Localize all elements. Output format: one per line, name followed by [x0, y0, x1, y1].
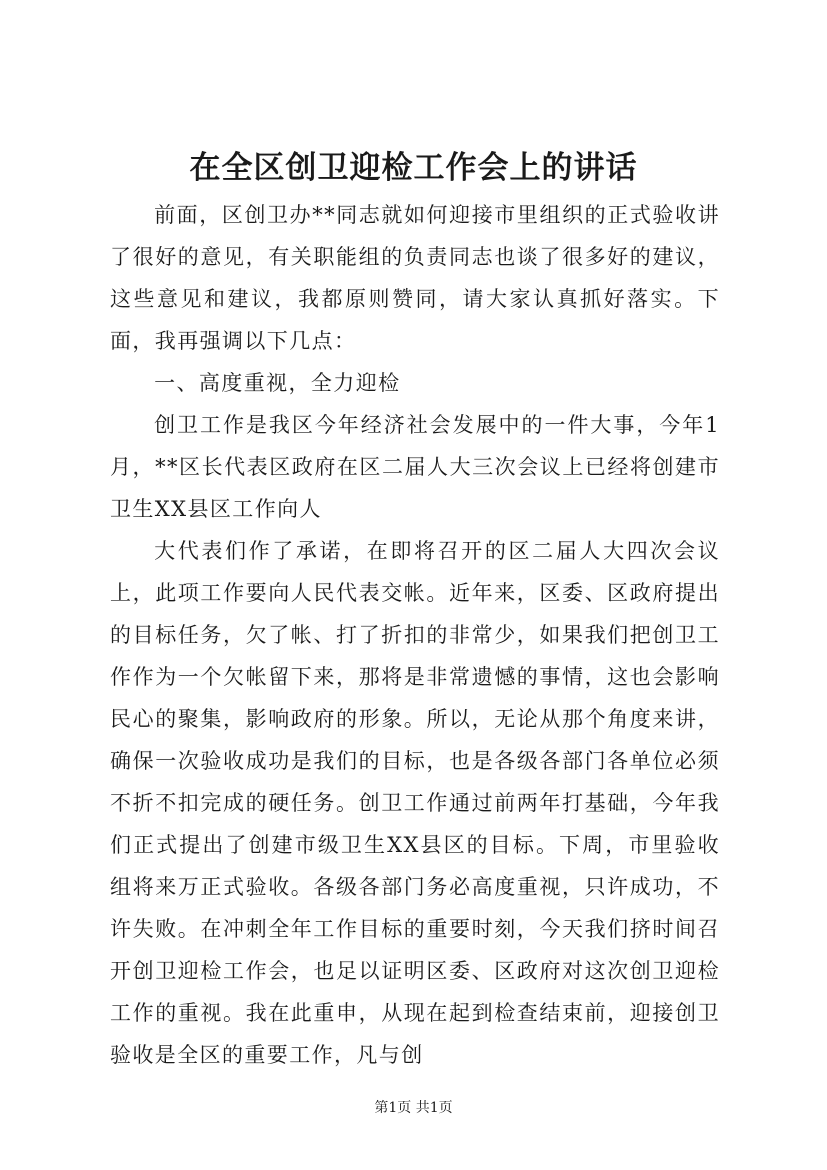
- paragraph-main: 大代表们作了承诺，在即将召开的区二届人大四次会议上，此项工作要向人民代表交帐。近年来，区委、区政府提出的目标任务，欠了帐、打了折扣的非常少，如果我们把创卫工作作为一个欠帐留下来，那将是非常遗憾的事情，这也会影响民心的聚集，影响政府的形象。所以，无论从那个角度来讲，确保一次验收成功是我们的目标，也是各级各部门各单位必须不折不扣完成的硬任务。创卫工作通过前两年打基础，今年我们正式提出了创建市级卫生XX县区的目标。下周，市里验收组将来万正式验收。各级各部门务必高度重视，只许成功，不许失败。在冲刺全年工作目标的重要时刻，今天我们挤时间召开创卫迎检工作会，也足以证明区委、区政府对这次创卫迎检工作的重视。我在此重申，从现在起到检查结束前，迎接创卫验收是全区的重要工作，凡与创: [110, 539, 720, 1067]
- document-title: 在全区创卫迎检工作会上的讲话: [189, 150, 638, 186]
- section-heading: 一、高度重视，全力迎检: [154, 371, 401, 395]
- document-body: [110, 194, 720, 1076]
- paragraph-intro: 前面，区创卫办**同志就如何迎接市里组织的正式验收讲了很好的意见，有关职能组的负责同志也谈了很多好的建议，这些意见和建议，我都原则赞同，请大家认真抓好落实。下面，我再强调以下几点：: [110, 203, 720, 353]
- page-footer: 第1页 共1页: [374, 1100, 453, 1116]
- paragraph-background: 创卫工作是我区今年经济社会发展中的一件大事，今年1月，**区长代表区政府在区二届人大三次会议上已经将创建市卫生XX县区工作向人: [110, 413, 720, 521]
